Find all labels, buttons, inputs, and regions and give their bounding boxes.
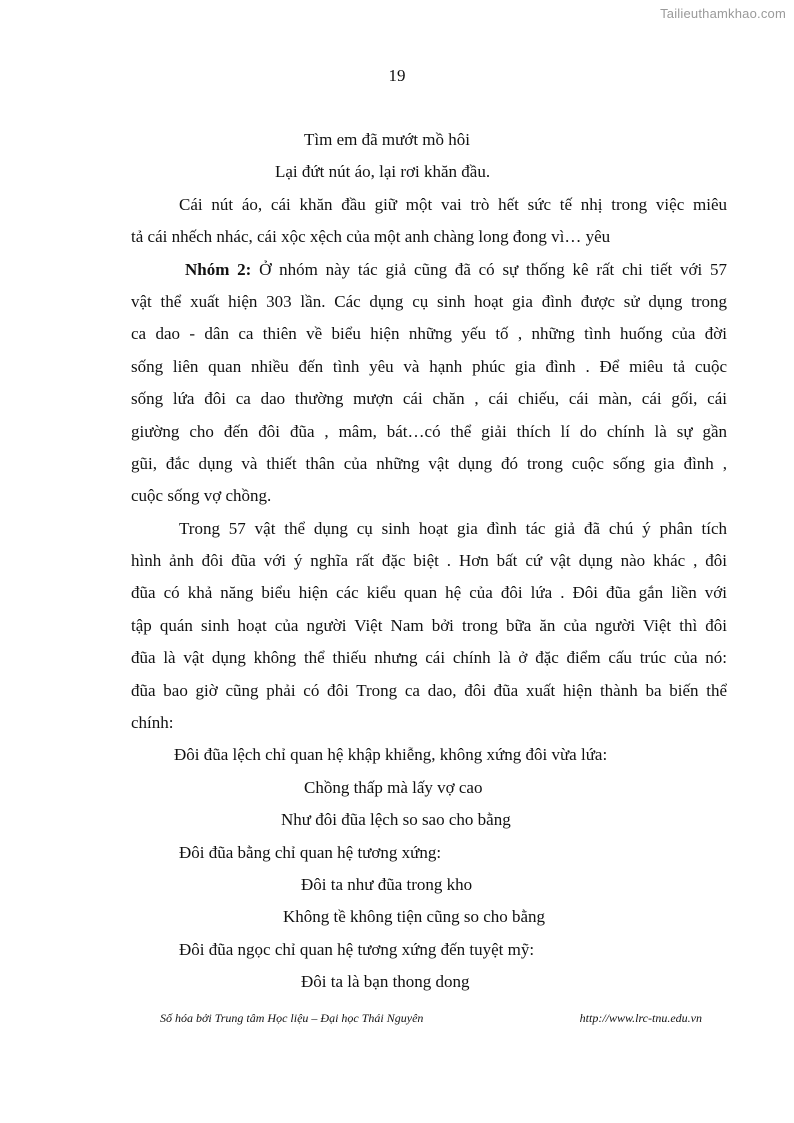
paragraph-line: ca dao - dân ca thiên về biểu hiện những yếu tố , những tình huống của đời <box>131 324 727 344</box>
verse-line: Chồng thấp mà lấy vợ cao <box>304 777 483 797</box>
verse-line: Như đôi đũa lệch so sao cho bằng <box>281 810 511 830</box>
paragraph-line: sống lứa đôi ca dao thường mượn cái chăn , cái chiếu, cái màn, cái gối, cái <box>131 389 727 409</box>
verse-line: Đôi ta như đũa trong kho <box>301 874 473 894</box>
paragraph-line: gũi, đắc dụng và thiết thân của những vật dụng đó trong cuộc sống gia đình , <box>131 453 727 473</box>
paragraph-line <box>131 254 727 286</box>
paragraph-line: tả cái nhếch nhác, cái xộc xệch của một anh chàng long đong vì… yêu <box>131 227 611 247</box>
paragraph-line: chính: <box>131 713 174 733</box>
watermark: Tailieuthamkhao.com <box>660 6 786 21</box>
page-body <box>131 124 727 999</box>
footer-url: http://www.lrc-tnu.edu.vn <box>579 1011 702 1025</box>
group-heading: Nhóm 2: <box>185 259 252 279</box>
page-number: 19 <box>388 66 406 85</box>
paragraph-line: vật thể xuất hiện 303 lần. Các dụng cụ sinh hoạt gia đình được sử dụng trong <box>131 291 727 311</box>
paragraph-line: hình ảnh đôi đũa với ý nghĩa rất đặc biệt . Hơn bất cứ vật dụng nào khác , đôi <box>131 551 727 571</box>
paragraph-line: đũa có khả năng biểu hiện các kiểu quan hệ của đôi lứa . Đôi đũa gắn liền với <box>131 583 727 603</box>
paragraph-line: giường cho đến đôi đũa , mâm, bát…có thể giải thích lí do chính là sự gần <box>131 421 727 441</box>
paragraph-line: tập quán sinh hoạt của người Việt Nam bởi trong bữa ăn của người Việt thì đôi <box>131 615 727 635</box>
paragraph-line: đũa là vật dụng không thể thiếu nhưng cái chính là ở đặc điểm cấu trúc của nó: <box>131 648 727 668</box>
verse-line: Lại đứt nút áo, lại rơi khăn đầu. <box>275 162 491 182</box>
paragraph-line: Đôi đũa ngọc chỉ quan hệ tương xứng đến tuyệt mỹ: <box>179 939 535 959</box>
paragraph-line: Đôi đũa lệch chỉ quan hệ khập khiễng, không xứng đôi vừa lứa: <box>174 745 608 765</box>
verse-line: Đôi ta là bạn thong dong <box>301 972 470 992</box>
footer-source: Số hóa bởi Trung tâm Học liệu – Đại học Thái Nguyên <box>160 1011 424 1025</box>
paragraph-line: sống liên quan nhiều đến tình yêu và hạnh phúc gia đình . Để miêu tả cuộc <box>131 356 727 376</box>
verse-line: Không tề không tiện cũng so cho bằng <box>283 907 546 927</box>
paragraph-text: Ở nhóm này tác giả cũng đã có sự thống kê rất chi tiết với 57 <box>251 259 727 279</box>
paragraph-line: đũa bao giờ cũng phải có đôi Trong ca dao, đôi đũa xuất hiện thành ba biến thể <box>131 680 727 700</box>
paragraph-line: Trong 57 vật thể dụng cụ sinh hoạt gia đình tác giả đã chú ý phân tích <box>179 518 727 538</box>
paragraph-line: Cái nút áo, cái khăn đầu giữ một vai trò hết sức tế nhị trong việc miêu <box>179 194 727 214</box>
paragraph-line: Đôi đũa bằng chỉ quan hệ tương xứng: <box>179 842 442 862</box>
paragraph-line: cuộc sống vợ chồng. <box>131 486 272 506</box>
verse-line: Tìm em đã mướt mồ hôi <box>304 130 470 149</box>
